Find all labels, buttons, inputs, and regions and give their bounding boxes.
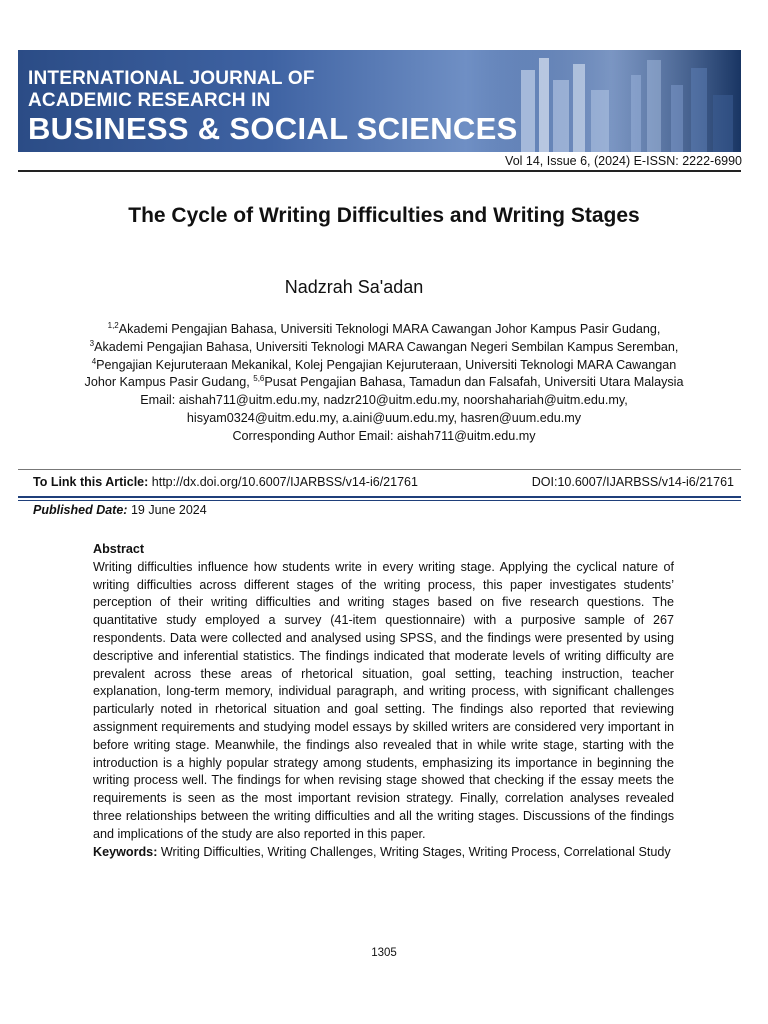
doi-text: DOI:10.6007/IJARBSS/v14-i6/21761	[531, 475, 734, 489]
affiliations-block	[80, 321, 688, 446]
affil-text-1: Akademi Pengajian Bahasa, Universiti Teknologi MARA Cawangan Johor Kampus Pasir Gudang,	[118, 322, 661, 336]
blue-divider-thick	[18, 496, 741, 498]
keywords-text: Writing Difficulties, Writing Challenges, Writing Stages, Writing Process, Correlational Study	[160, 844, 671, 859]
affil-sup-1: 1,2	[107, 321, 119, 330]
published-date-row	[33, 503, 207, 517]
published-date: 19 June 2024	[130, 503, 207, 517]
banner-line-3: BUSINESS & SOCIAL SCIENCES	[28, 111, 518, 146]
link-label: To Link this Article:	[33, 475, 149, 489]
keywords-label: Keywords:	[93, 844, 158, 859]
banner-line-1: INTERNATIONAL JOURNAL OF	[28, 68, 315, 89]
journal-banner	[18, 50, 741, 152]
article-link-row	[33, 475, 736, 489]
affil-text-3: Pengajian Kejuruteraan Mekanikal, Kolej Pengajian Kejuruteraan, Universiti Teknologi MARA Cawangan Johor Kampus Pasir Gudang,	[84, 357, 677, 390]
blue-divider-thin	[18, 500, 741, 501]
corresponding-email: Corresponding Author Email: aishah711@uitm.edu.my	[232, 428, 536, 443]
affil-sup-3: 4	[91, 356, 97, 366]
affil-sup-4: 5,6	[253, 374, 265, 384]
issue-info: Vol 14, Issue 6, (2024) E-ISSN: 2222-6990	[505, 154, 742, 168]
banner-line-2: ACADEMIC RESEARCH IN	[28, 90, 271, 111]
page-number: 1305	[371, 947, 397, 959]
abstract-heading: Abstract	[93, 542, 145, 556]
article-url-link[interactable]: http://dx.doi.org/10.6007/IJARBSS/v14-i6/21761	[151, 475, 418, 489]
author-name: Nadzrah Sa'adan	[284, 277, 424, 297]
affil-text-2: Akademi Pengajian Bahasa, Universiti Teknologi MARA Cawangan Negeri Sembilan Kampus Seremban,	[94, 339, 679, 354]
link-divider	[18, 469, 741, 470]
published-label: Published Date:	[33, 503, 128, 517]
city-skyline-graphic	[481, 50, 741, 152]
email-line-2: hisyam0324@uitm.edu.my, a.aini@uum.edu.my, hasren@uum.edu.my	[186, 410, 582, 425]
header-divider	[18, 170, 741, 172]
abstract-section	[93, 541, 674, 861]
email-line-1: Email: aishah711@uitm.edu.my, nadzr210@uitm.edu.my, noorshahariah@uitm.edu.my,	[140, 393, 628, 408]
keywords-row	[93, 844, 674, 862]
affil-sup-2: 3	[89, 338, 95, 348]
paper-title: The Cycle of Writing Difficulties and Writing Stages	[128, 204, 640, 227]
affil-text-4: Pusat Pengajian Bahasa, Tamadun dan Falsafah, Universiti Utara Malaysia	[264, 375, 684, 390]
abstract-body: Writing difficulties influence how students write in every writing stage. Applying the cyclical nature of writing difficulties across different stages of the writing process, this paper investigates students’ perception of their writing difficulties and writing stages based on five research questions. The quantitative study employed a survey (41-item questionnaire) with a purposive sample of 267 respondents. Data were collected and analysed using SPSS, and the findings were presented by using descriptive and inferential statistics. The findings indicated that moderate levels of writing difficulty are prevalent across these areas of rhetorical situation, goal setting, teaching instruction, teacher explanation, long-term memory, individual paragraph, and writing process, with significant challenges particularly noted in rhetorical situation and goal setting. The findings also reported that reviewing assignment requirements and studying model essays by skilled writers are considered very important in before writing stage. Meanwhile, the findings also revealed that in while write stage, starting with the introduction is a highly popular strategy among students, emphasizing its importance in beginning the writing process well. The findings for when revising stage showed that checking if the essay meets the requirements is seen as the most important revision strategy. Finally, correlation analyses revealed three relationships between the writing difficulties and all the writing stages. Discussions of the findings and implications of the study are also reported in this paper.	[93, 559, 674, 841]
